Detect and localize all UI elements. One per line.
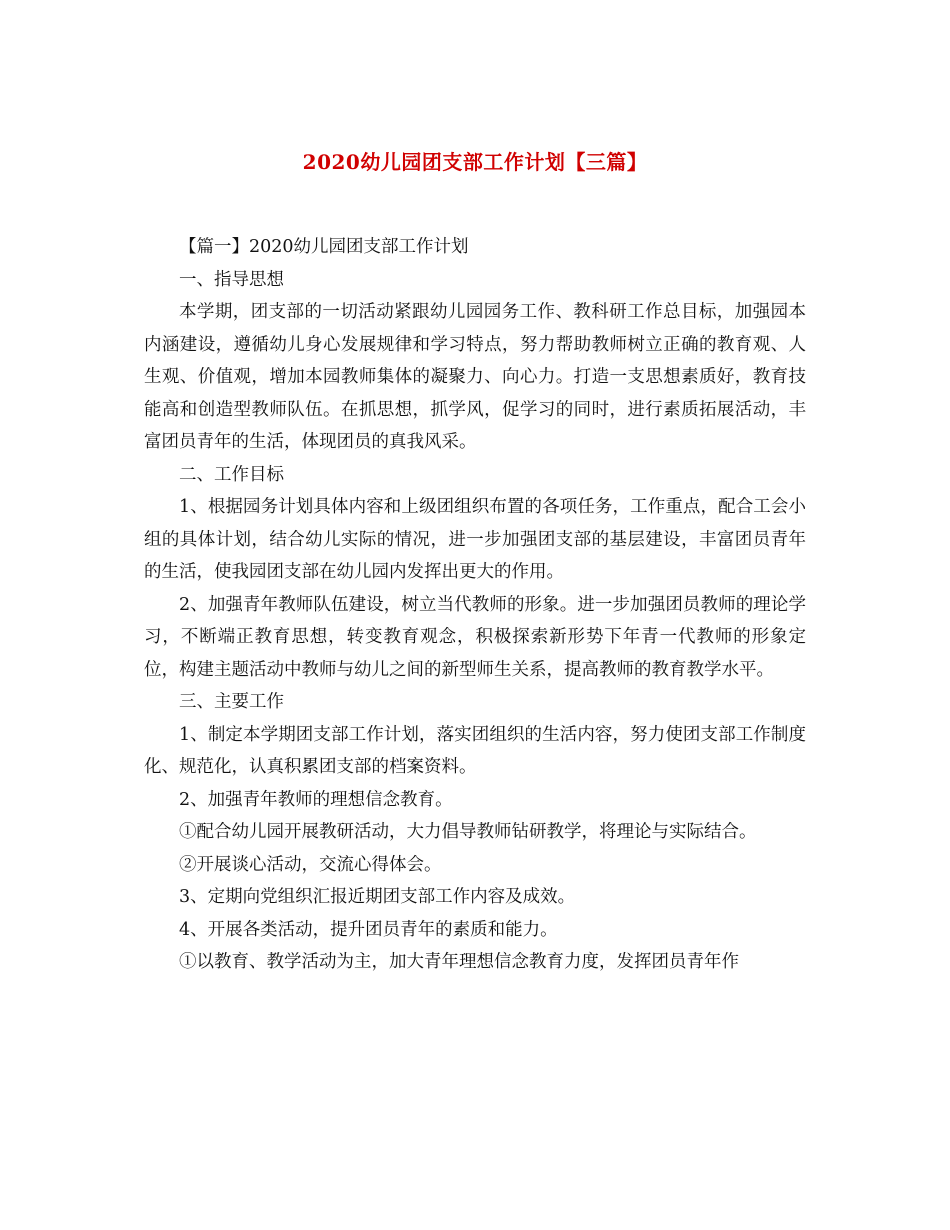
- body-paragraph: 1、制定本学期团支部工作计划，落实团组织的生活内容，努力使团支部工作制度化、规范化，认真积累团支部的档案资料。: [144, 724, 806, 777]
- body-paragraph: 2、加强青年教师队伍建设，树立当代教师的形象。进一步加强团员教师的理论学习，不断端正教育思想，转变教育观念，积极探索新形势下年青一代教师的形象定位，构建主题活动中教师与幼儿之间的新型师生关系，提高教师的教育教学水平。: [144, 594, 806, 680]
- subsection-heading: 三、主要工作: [179, 692, 284, 712]
- body-paragraph: 本学期，团支部的一切活动紧跟幼儿园园务工作、教科研工作总目标，加强园本内涵建设，遵循幼儿身心发展规律和学习特点，努力帮助教师树立正确的教育观、人生观、价值观，增加本园教师集体的凝聚力、向心力。打造一支思想素质好，教育技能高和创造型教师队伍。在抓思想，抓学风，促学习的同时，进行素质拓展活动，丰富团员青年的生活，体现团员的真我风采。: [144, 302, 806, 452]
- body-paragraph: ②开展谈心活动，交流心得体会。: [179, 854, 442, 875]
- subsection-heading: 二、工作目标: [179, 464, 284, 485]
- body-paragraph: 4、开展各类活动，提升团员青年的素质和能力。: [179, 919, 558, 940]
- body-paragraph: ①以教育、教学活动为主，加大青年理想信念教育力度，发挥团员青年作: [179, 952, 739, 972]
- section-heading: 【篇一】2020幼儿园团支部工作计划: [179, 237, 469, 257]
- body-paragraph: 1、根据园务计划具体内容和上级团组织布置的各项任务，工作重点，配合工会小组的具体计划，结合幼儿实际的情况，进一步加强团支部的基层建设，丰富团员青年的生活，使我园团支部在幼儿园内发挥出更大的作用。: [144, 497, 806, 582]
- document-title: 2020幼儿园团支部工作计划【三篇】: [302, 150, 648, 174]
- subsection-heading: 一、指导思想: [179, 269, 284, 290]
- document-body: [144, 231, 806, 979]
- body-paragraph: 2、加强青年教师的理想信念教育。: [179, 789, 453, 810]
- body-paragraph: ①配合幼儿园开展教研活动，大力倡导教师钻研教学，将理论与实际结合。: [179, 822, 757, 842]
- body-paragraph: 3、定期向党组织汇报近期团支部工作内容及成效。: [179, 887, 576, 907]
